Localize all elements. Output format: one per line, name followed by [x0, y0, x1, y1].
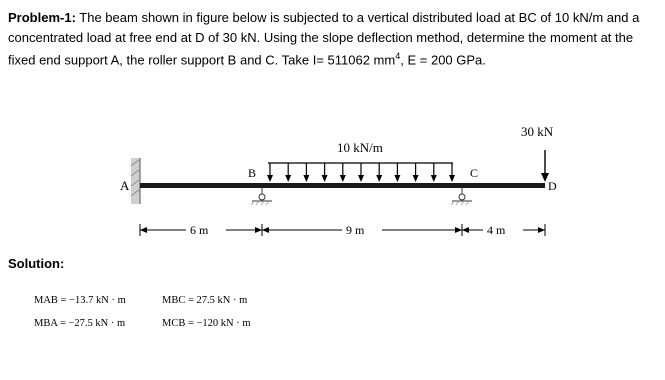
roller-support-b	[251, 188, 272, 205]
udl-arrowhead	[394, 175, 400, 182]
moment-mbc: MBC = 27.5 kN · m	[162, 295, 248, 306]
udl-arrowhead	[267, 175, 273, 182]
udl-arrowhead	[413, 175, 419, 182]
node-label-c: C	[470, 166, 479, 180]
moment-mab: MAB = −13.7 kN · m	[34, 295, 126, 306]
beam	[140, 183, 545, 188]
node-label-a: A	[120, 178, 130, 193]
problem-heading: Problem-1:	[8, 10, 76, 25]
node-label-b: B	[248, 166, 257, 180]
udl-arrowhead	[358, 175, 364, 182]
distributed-load	[267, 163, 455, 182]
dim-label-bc: 9 m	[346, 223, 365, 237]
udl-arrowhead	[303, 175, 309, 182]
dim-label-ab: 6 m	[190, 223, 209, 237]
problem-body: The beam shown in figure below is subjected to a vertical distributed load at BC of 10 kN/m and a concentrated load at free end at D of 30 kN. Using the slope deflection method, determine the moment at the fixed end support A, the roller support B and C. Take I= 511062 mm	[8, 10, 640, 68]
udl-arrowhead	[376, 175, 382, 182]
point-load-label: 30 kN	[521, 124, 554, 139]
udl-arrowhead	[285, 175, 291, 182]
moment-mcb: MCB = −120 kN · m	[162, 318, 251, 329]
udl-arrowhead	[322, 175, 328, 182]
moment-mba: MBA = −27.5 kN · m	[34, 318, 126, 329]
udl-arrowhead	[449, 175, 455, 182]
roller-support-c	[451, 188, 472, 205]
problem-tail: , E = 200 GPa.	[400, 52, 486, 68]
exponent: 4	[395, 51, 401, 61]
point-load-arrow	[541, 150, 549, 182]
udl-arrowhead	[431, 175, 437, 182]
node-label-d: D	[548, 179, 557, 193]
udl-arrowhead	[340, 175, 346, 182]
dim-label-cd: 4 m	[487, 223, 506, 237]
solution-heading: Solution:	[8, 256, 65, 271]
udl-label: 10 kN/m	[337, 140, 383, 155]
